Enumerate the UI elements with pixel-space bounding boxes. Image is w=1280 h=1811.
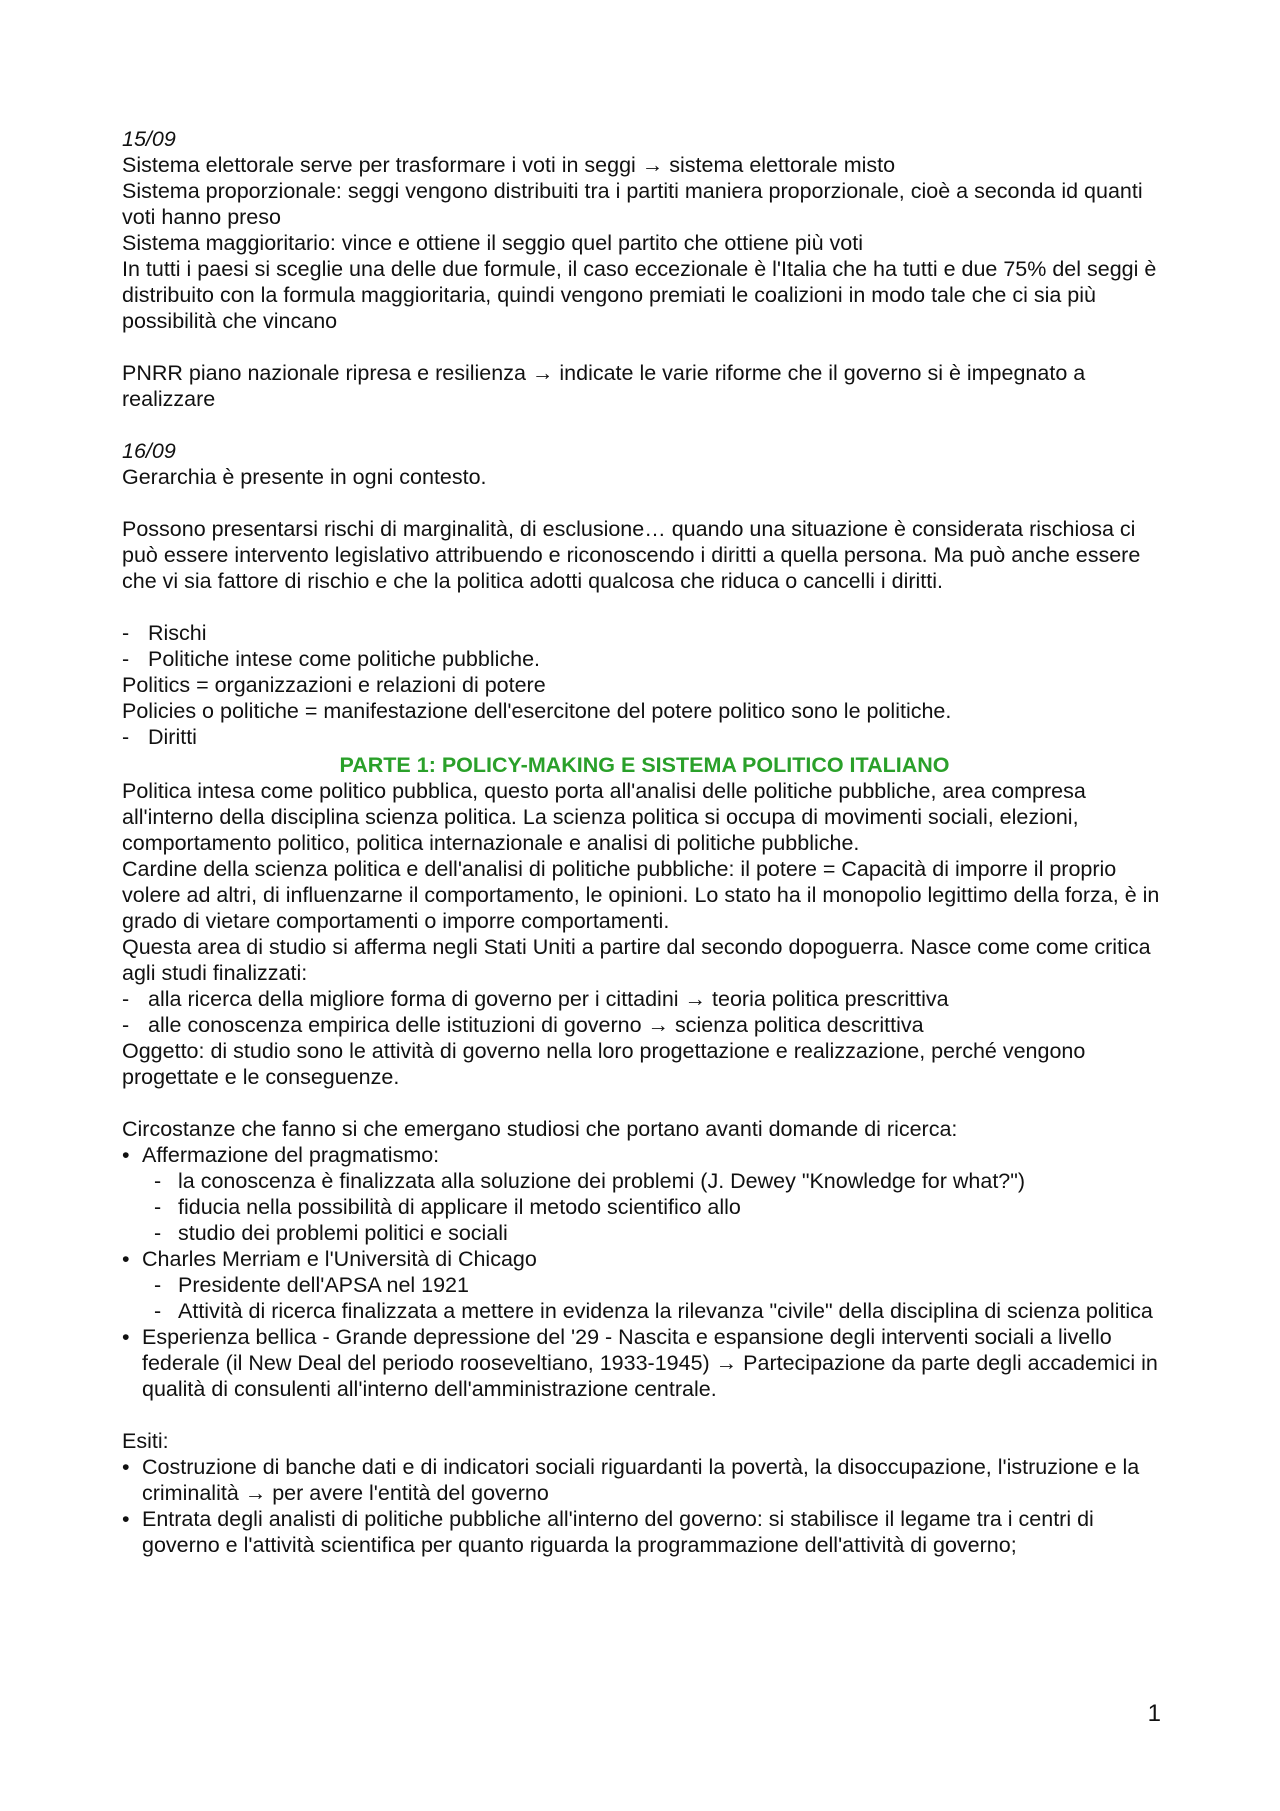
paragraph-circostanze: Circostanze che fanno si che emergano studiosi che portano avanti domande di ricerca: xyxy=(122,1117,958,1141)
list-item-rischi: - Rischi xyxy=(122,620,1167,646)
paragraph-cardine: Cardine della scienza politica e dell'analisi di politiche pubbliche: il potere = Capacità di imporre il proprio volere ad altri, di influenzarne il comportamento, le opinioni. Lo stato ha il monopolio legittimo della forza, è in grado di vietare comportamenti o imporre comportamenti. xyxy=(122,857,1160,933)
paragraph-sistema-proporzionale: Sistema proporzionale: seggi vengono distribuiti tra i partiti maniera proporzionale, cioè a seconda id quanti voti hanno preso xyxy=(122,179,1143,229)
bullet-banche-dati: • Costruzione di banche dati e di indicatori sociali riguardanti la povertà, la disoccupazione, l'istruzione e la criminalità → per avere l'entità del governo xyxy=(122,1454,1167,1506)
paragraph-italia: In tutti i paesi si sceglie una delle due formule, il caso eccezionale è l'Italia che ha tutti e due 75% del seggi è distribuito con la formula maggioritaria, quindi vengono premiati le coalizioni in modo tale che ci sia più possibilità che vincano xyxy=(122,257,1157,333)
sub-item-fiducia: - fiducia nella possibilità di applicare il metodo scientifico allo xyxy=(122,1194,1167,1220)
definition-policies: Policies o politiche = manifestazione dell'esercitone del potere politico sono le politiche. xyxy=(122,699,952,723)
section-heading: PARTE 1: POLICY-MAKING E SISTEMA POLITICO ITALIANO xyxy=(339,753,950,777)
definition-politics: Politics = organizzazioni e relazioni di potere xyxy=(122,673,546,697)
paragraph-sistema-elettorale: Sistema elettorale serve per trasformare i voti in seggi → sistema elettorale misto xyxy=(122,153,896,177)
paragraph-area: Questa area di studio si afferma negli Stati Uniti a partire dal secondo dopoguerra. Nasce come come critica agli studi finalizzati: xyxy=(122,935,1151,985)
list-item-diritti: - Diritti xyxy=(122,724,1167,750)
sub-item-conoscenza: - la conoscenza è finalizzata alla soluzione dei problemi (J. Dewey "Knowledge for what?") xyxy=(122,1168,1167,1194)
sub-item-apsa: - Presidente dell'APSA nel 1921 xyxy=(122,1272,1167,1298)
bullet-analisti: • Entrata degli analisti di politiche pubbliche all'interno del governo: si stabilisce il legame tra i centri di governo e l'attività scientifica per quanto riguarda la programmazione dell'attività di governo; xyxy=(122,1506,1167,1558)
bullet-merriam: • Charles Merriam e l'Università di Chicago xyxy=(122,1246,1167,1272)
bullet-pragmatismo: • Affermazione del pragmatismo: xyxy=(122,1142,1167,1168)
list-item-critica-1: - alla ricerca della migliore forma di governo per i cittadini → teoria politica prescrittiva xyxy=(122,986,1167,1012)
paragraph-gerarchia: Gerarchia è presente in ogni contesto. xyxy=(122,465,487,489)
sub-item-attivita: - Attività di ricerca finalizzata a mettere in evidenza la rilevanza "civile" della disciplina di scienza politica xyxy=(122,1298,1167,1324)
list-item-politiche: - Politiche intese come politiche pubbliche. xyxy=(122,646,1167,672)
document-page xyxy=(122,126,1167,1558)
paragraph-intro: Politica intesa come politico pubblica, questo porta all'analisi delle politiche pubbliche, area compresa all'interno della disciplina scienza politica. La scienza politica si occupa di movimenti sociali, elezioni, comportamento politico, politica internazionale e analisi di politiche pubbliche. xyxy=(122,779,1086,855)
sub-item-studio: - studio dei problemi politici e sociali xyxy=(122,1220,1167,1246)
date-16-09: 16/09 xyxy=(122,439,176,463)
paragraph-rischi: Possono presentarsi rischi di marginalità, di esclusione… quando una situazione è considerata rischiosa ci può essere intervento legislativo attribuendo e riconoscendo i diritti a quella persona. Ma può anche essere che vi sia fattore di rischio e che la politica adotti qualcosa che riduca o cancelli i diritti. xyxy=(122,517,1141,593)
bullet-esperienza-bellica: • Esperienza bellica - Grande depressione del '29 - Nascita e espansione degli interventi sociali a livello federale (il New Deal del periodo rooseveltiano, 1933-1945) → Partecipazione da parte degli accademici in qualità di consulenti all'interno dell'amministrazione centrale. xyxy=(122,1324,1167,1402)
paragraph-sistema-maggioritario: Sistema maggioritario: vince e ottiene il seggio quel partito che ottiene più voti xyxy=(122,231,863,255)
date-15-09: 15/09 xyxy=(122,127,176,151)
paragraph-oggetto: Oggetto: di studio sono le attività di governo nella loro progettazione e realizzazione, perché vengono progettate e le conseguenze. xyxy=(122,1039,1086,1089)
list-item-critica-2: - alle conoscenza empirica delle istituzioni di governo → scienza politica descrittiva xyxy=(122,1012,1167,1038)
page-number: 1 xyxy=(1147,1700,1161,1727)
paragraph-pnrr: PNRR piano nazionale ripresa e resilienza → indicate le varie riforme che il governo si è impegnato a realizzare xyxy=(122,361,1086,411)
paragraph-esiti: Esiti: xyxy=(122,1429,169,1453)
